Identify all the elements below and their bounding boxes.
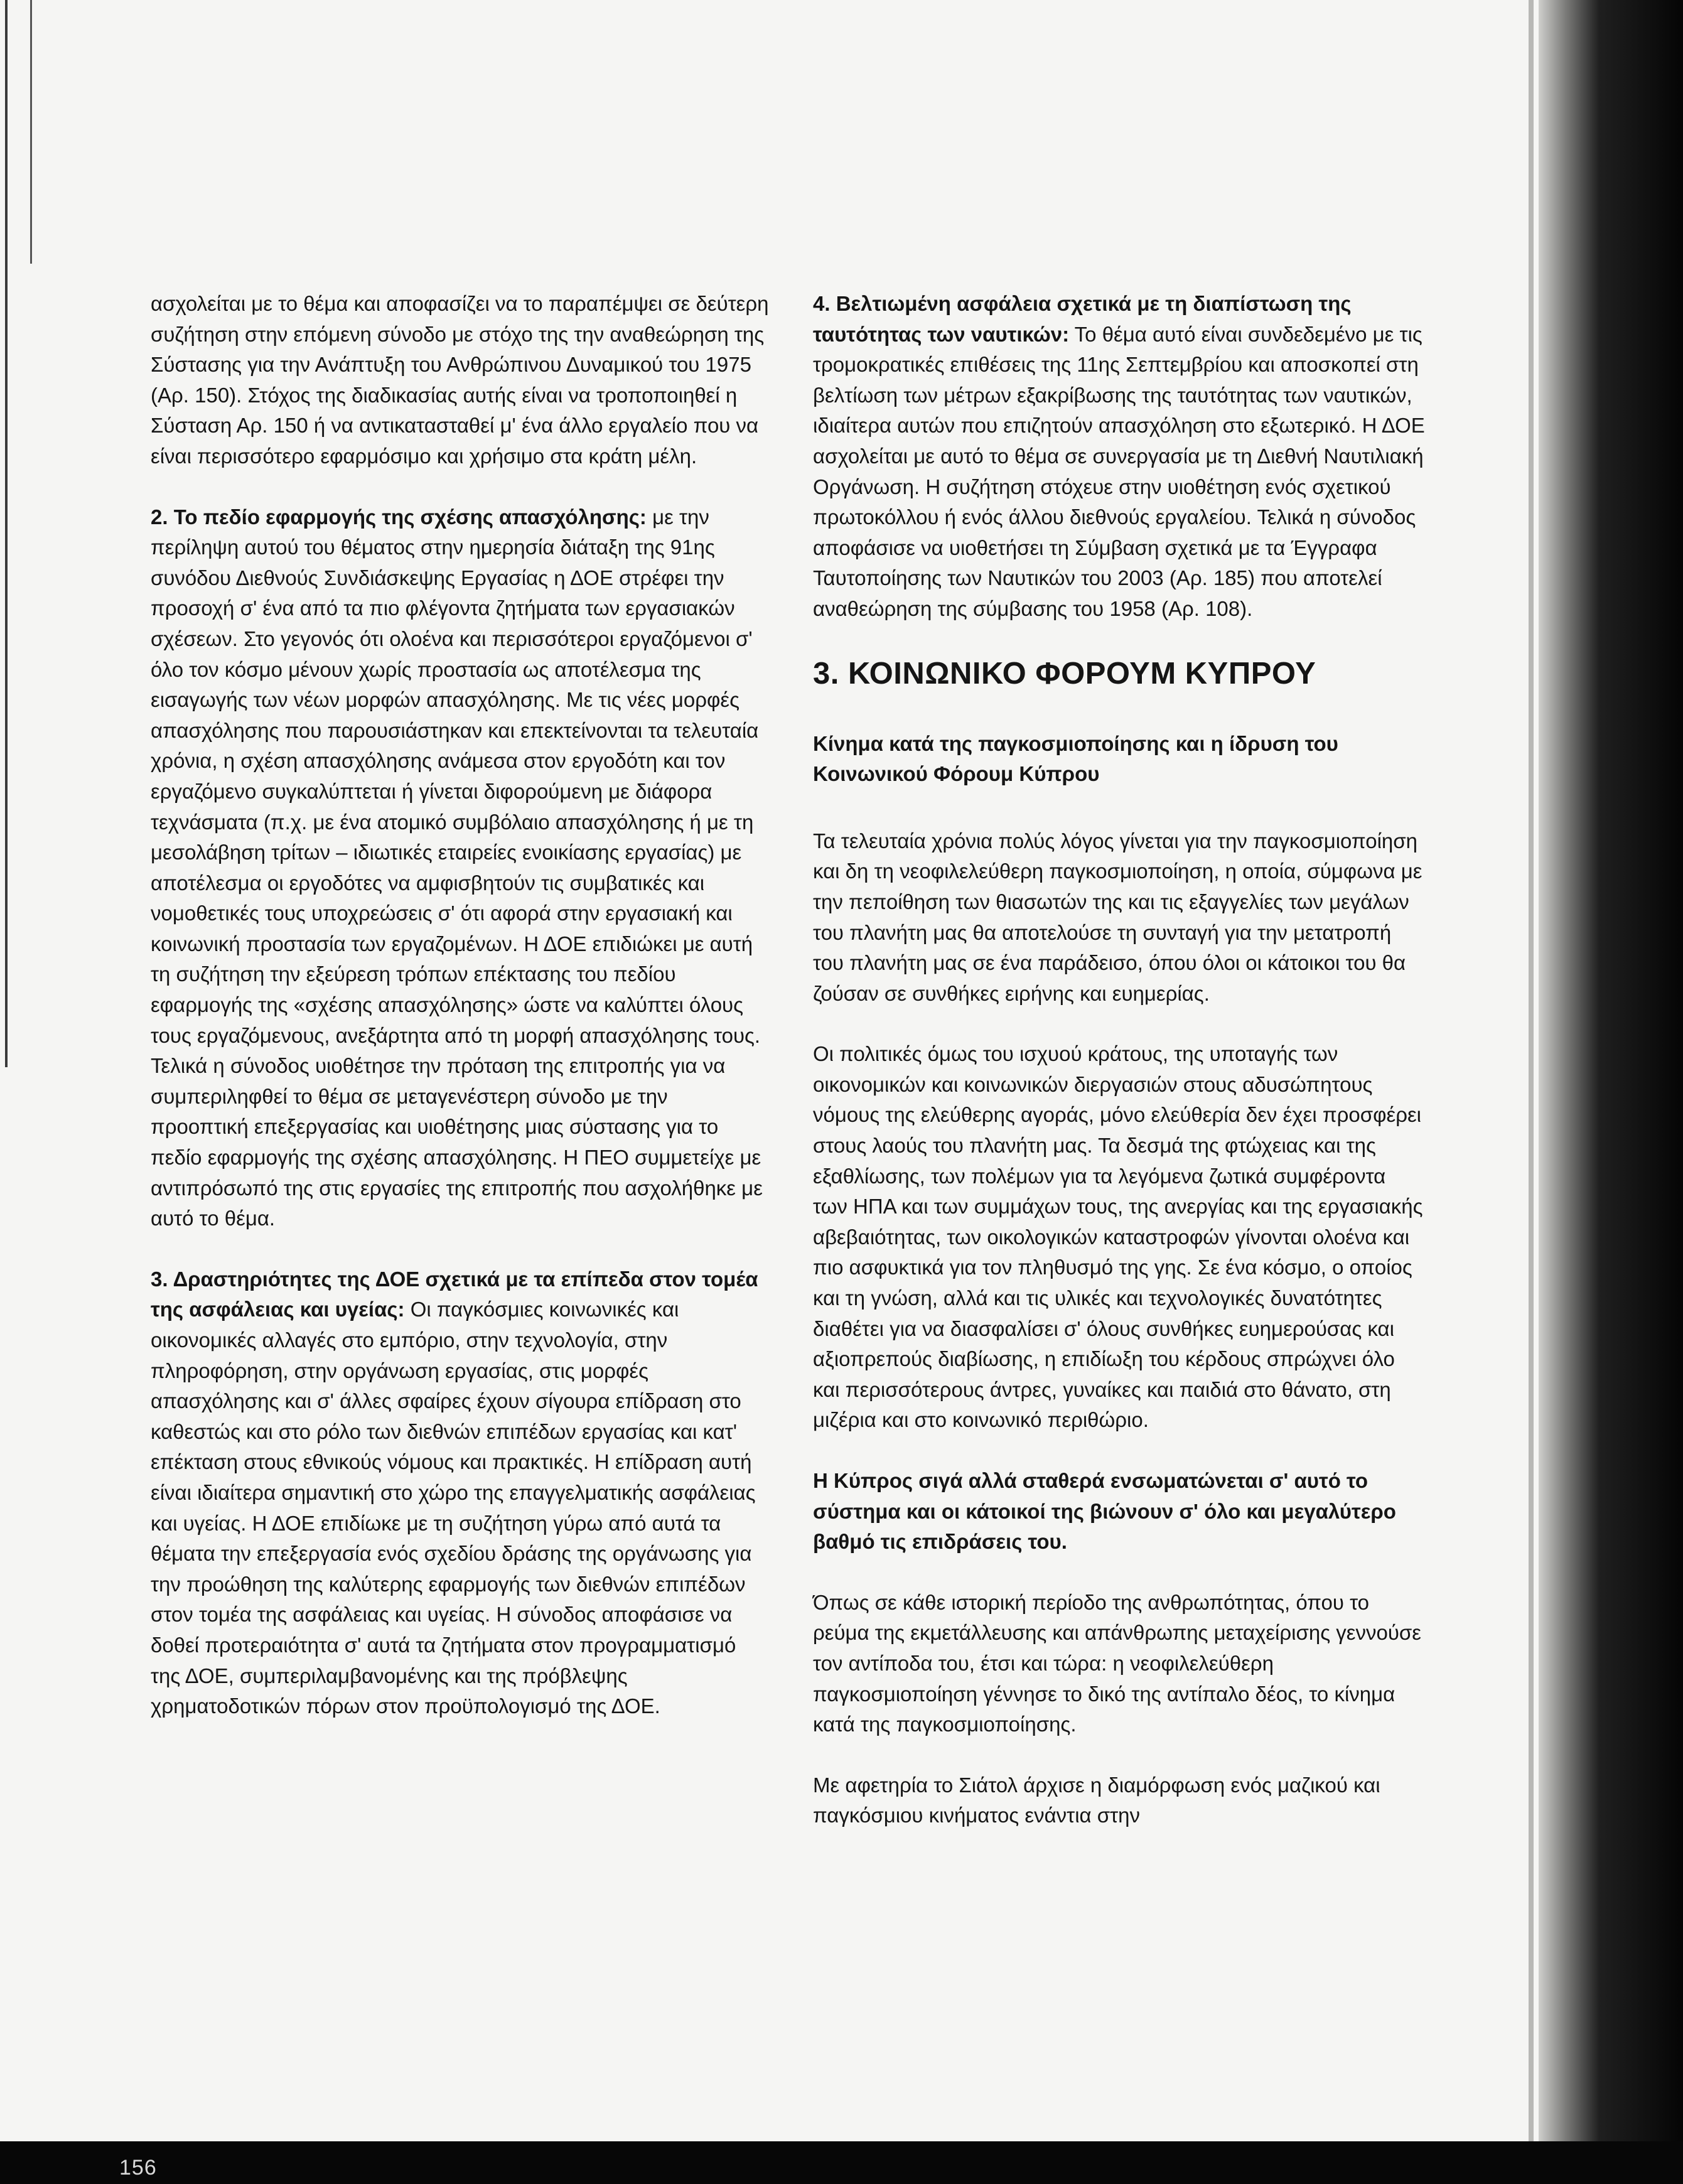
section-subheading: Κίνημα κατά της παγκοσμιοποίησης και η ίδρυση του Κοινωνικού Φόρουμ Κύπρου xyxy=(813,731,1338,786)
globalization-paragraph-2: Οι πολιτικές όμως του ισχυού κράτους, της υποταγής των οικονομικών και κοινωνικών διεργασιών στους αδυσώπητους νόμους της ελεύθερης αγοράς, μόνο ελεύθερία δεν έχει προσφέρει στους λαούς του πλανήτη μας. Τα δεσμά της φτώχειας και της εξαθλίωσης, των πολέμων για τα λεγόμενα ζωτικά συμφέροντα των ΗΠΑ και των συμμάχων τους, της ανεργίας και της εργασιακής αβεβαιότητας, των οικολογικών καταστροφών γίνονται ολοένα και πιο ασφυκτικά για τον πληθυσμό της γης. Σε ένα κόσμο, ο οποίος και τη γνώση, αλλά και τις υλικές και τεχνολογικές δυνατότητες διαθέτει για να διασφαλίσει σ' όλους συνθήκες ευημερούσας και αξιοπρεπούς διαβίωσης, η επιδίωξη του κέρδους σπρώχνει όλο και περισσότερους άντρες, γυναίκες και παιδιά στο θάνατο, στη μιζέρια και στο κοινωνικό περιθώριο. xyxy=(813,1042,1423,1432)
right-text-column xyxy=(813,289,1425,1861)
item-3-lead: 3. Δραστηριότητες της ΔΟΕ σχετικά με τα επίπεδα στον τομέα της ασφάλειας και υγείας: xyxy=(151,1267,758,1321)
left-edge-rule xyxy=(5,0,8,1067)
item-2-paragraph xyxy=(151,502,769,1234)
item-3-paragraph xyxy=(151,1264,769,1722)
globalization-paragraph-3: Όπως σε κάθε ιστορική περίοδο της ανθρωπότητας, όπου το ρεύμα της εκμετάλλευσης και απάνθρωπης μεταχείρισης γεννούσε τον αντίποδα του, έτσι και τώρα: η νεοφιλελεύθερη παγκοσμιοποίηση γέννησε το δικό της αντίπαλο δέος, το κίνημα κατά της παγκοσμιοποίησης. xyxy=(813,1590,1421,1736)
item-3-body: Οι παγκόσμιες κοινωνικές και οικονομικές αλλαγές στο εμπόριο, στην τεχνολογία, στην πληροφόρηση, στην οργάνωση εργασίας, στις μορφές απασχόλησης και σ' άλλες σφαίρες έχουν σίγουρα επίδραση στο καθεστώς και στο ρόλο των διεθνών επιπέδων εργασίας και κατ' επέκταση στους εθνικούς νόμους και πρακτικές. Η επίδραση αυτή είναι ιδιαίτερα σημαντική στο χώρο της επαγγελματικής ασφάλειας και υγείας. Η ΔΟΕ επιδίωκε με τη συζήτηση γύρω από αυτά τα θέματα την επεξεργασία ενός σχεδίου δράσης της οργάνωσης για την προώθηση της καλύτερης εφαρμογής των διεθνών επιπέδων στον τομέα της ασφάλειας και υγείας. Η σύνοδος αποφάσισε να δοθεί προτεραιότητα σ' αυτά τα ζητήματα στον προγραμματισμό της ΔΟΕ, συμπεριλαμβανομένης και της πρόβλεψης χρηματοδοτικών πόρων στον προϋπολογισμό της ΔΟΕ. xyxy=(151,1298,756,1718)
bottom-dark-band xyxy=(0,2141,1683,2184)
intro-paragraph: ασχολείται με το θέμα και αποφασίζει να το παραπέμψει σε δεύτερη συζήτηση στην επόμενη σύνοδο με στόχο της την αναθεώρηση της Σύστασης για την Ανάπτυξη του Ανθρώπινου Δυναμικού του 1975 (Αρ. 150). Στόχος της διαδικασίας αυτής είναι να τροποποιηθεί η Σύσταση Αρ. 150 ή να αντικατασταθεί μ' ένα άλλο εργαλείο που να είναι περισσότερο εφαρμόσιμο και χρήσιμο στα κράτη μέλη. xyxy=(151,292,769,468)
cyprus-bold-statement: Η Κύπρος σιγά αλλά σταθερά ενσωματώνεται σ' αυτό το σύστημα και οι κάτοικοί της βιώνουν σ' όλο και μεγαλύτερο βαθμό τις επιδράσεις του. xyxy=(813,1469,1396,1554)
globalization-paragraph-1: Τα τελευταία χρόνια πολύς λόγος γίνεται για την παγκοσμιοποίηση και δη τη νεοφιλελεύθερη παγκοσμιοποίηση, η οποία, σύμφωνα με την πεποίθηση των θιασωτών της και τις εξαγγελίες των μεγάλων του πλανήτη μας θα αποτελούσε τη συνταγή για την μετατροπή του πλανήτη μας σε ένα παράδεισο, όπου όλοι οι κάτοικοι του θα ζούσαν σε συνθήκες ειρήνης και ευημερίας. xyxy=(813,829,1422,1005)
section-title: 3. ΚΟΙΝΩΝΙΚΟ ΦΟΡΟΥΜ ΚΥΠΡΟΥ xyxy=(813,656,1316,691)
page-spine-edge xyxy=(1529,0,1534,2184)
item-2-lead: 2. Το πεδίο εφαρμογής της σχέσης απασχόλησης: xyxy=(151,505,647,529)
globalization-paragraph-4: Με αφετηρία το Σιάτολ άρχισε η διαμόρφωση ενός μαζικού και παγκόσμιου κινήματος ενάντια στην xyxy=(813,1773,1380,1827)
item-2-body: με την περίληψη αυτού του θέματος στην ημερησία διάταξη της 91ης συνόδου Διεθνούς Συνδιάσκεψης Εργασίας η ΔΟΕ στρέφει την προσοχή σ' ένα από τα πιο φλέγοντα ζητήματα των εργασιακών σχέσεων. Στο γεγονός ότι ολοένα και περισσότεροι εργαζόμενοι σ' όλο τον κόσμο μένουν χωρίς προστασία ως αποτέλεσμα της εισαγωγής των νέων μορφών απασχόλησης. Με τις νέες μορφές απασχόλησης που παρουσιάστηκαν και επεκτείνονται τα τελευταία χρόνια, η σχέση απασχόλησης ανάμεσα στον εργοδότη και τον εργαζόμενο συγκαλύπτεται ή γίνεται διφορούμενη με διάφορα τεχνάσματα (π.χ. με ένα ατομικό συμβόλαιο απασχόλησης ή με τη μεσολάβηση τρίτων – ιδιωτικές εταιρείες ενοικίασης εργασίας) με αποτέλεσμα οι εργοδότες να αμφισβητούν τις συμβατικές και νομοθετικές τους υποχρεώσεις σ' ότι αφορά στην εργασιακή και κοινωνική προστασία των εργαζομένων. Η ΔΟΕ επιδιώκει με αυτή τη συζήτηση την εξεύρεση τρόπων επέκτασης του πεδίου εφαρμογής της «σχέσης απασχόλησης» ώστε να καλύπτει όλους τους εργαζόμενους, ανεξάρτητα από τη μορφή απασχόλησης τους. Τελικά η σύνοδος υιοθέτησε την πρόταση της επιτροπής για να συμπεριληφθεί το θέμα σε μεταγενέστερη σύνοδο με την προοπτική επεξεργασίας και υιοθέτησης μιας σύστασης για το πεδίο εφαρμογής της σχέσης απασχόλησης. Η ΠΕΟ συμμετείχε με αντιπρόσωπό της στις εργασίες της επιτροπής που ασχολήθηκε με αυτό το θέμα. xyxy=(151,505,763,1230)
left-text-column xyxy=(151,289,769,1752)
book-spine-shadow xyxy=(1539,0,1683,2184)
page-number: 156 xyxy=(119,2156,157,2180)
left-edge-rule-secondary xyxy=(30,0,32,264)
item-4-body: Το θέμα αυτό είναι συνδεδεμένο με τις τρομοκρατικές επιθέσεις της 11ης Σεπτεμβρίου και αποσκοπεί στη βελτίωση των μέτρων εξακρίβωσης της ταυτότητας των ναυτικών, ιδιαίτερα αυτών που επιζητούν απασχόληση στο εξωτερικό. Η ΔΟΕ ασχολείται με αυτό το θέμα σε συνεργασία με τη Διεθνή Ναυτιλιακή Οργάνωση. Η συζήτηση στόχευε στην υιοθέτηση ενός σχετικού πρωτοκόλλου ή ενός άλλου διεθνούς εργαλείου. Τελικά η σύνοδος αποφάσισε να υιοθετήσει τη Σύμβαση σχετικά με τα Έγγραφα Ταυτοποίησης των Ναυτικών του 2003 (Αρ. 185) που αποτελεί αναθεώρηση της σύμβασης του 1958 (Αρ. 108). xyxy=(813,322,1425,620)
item-4-lead: 4. Βελτιωμένη ασφάλεια σχετικά με τη διαπίστωση της ταυτότητας των ναυτικών: xyxy=(813,292,1352,346)
item-4-paragraph xyxy=(813,289,1425,625)
